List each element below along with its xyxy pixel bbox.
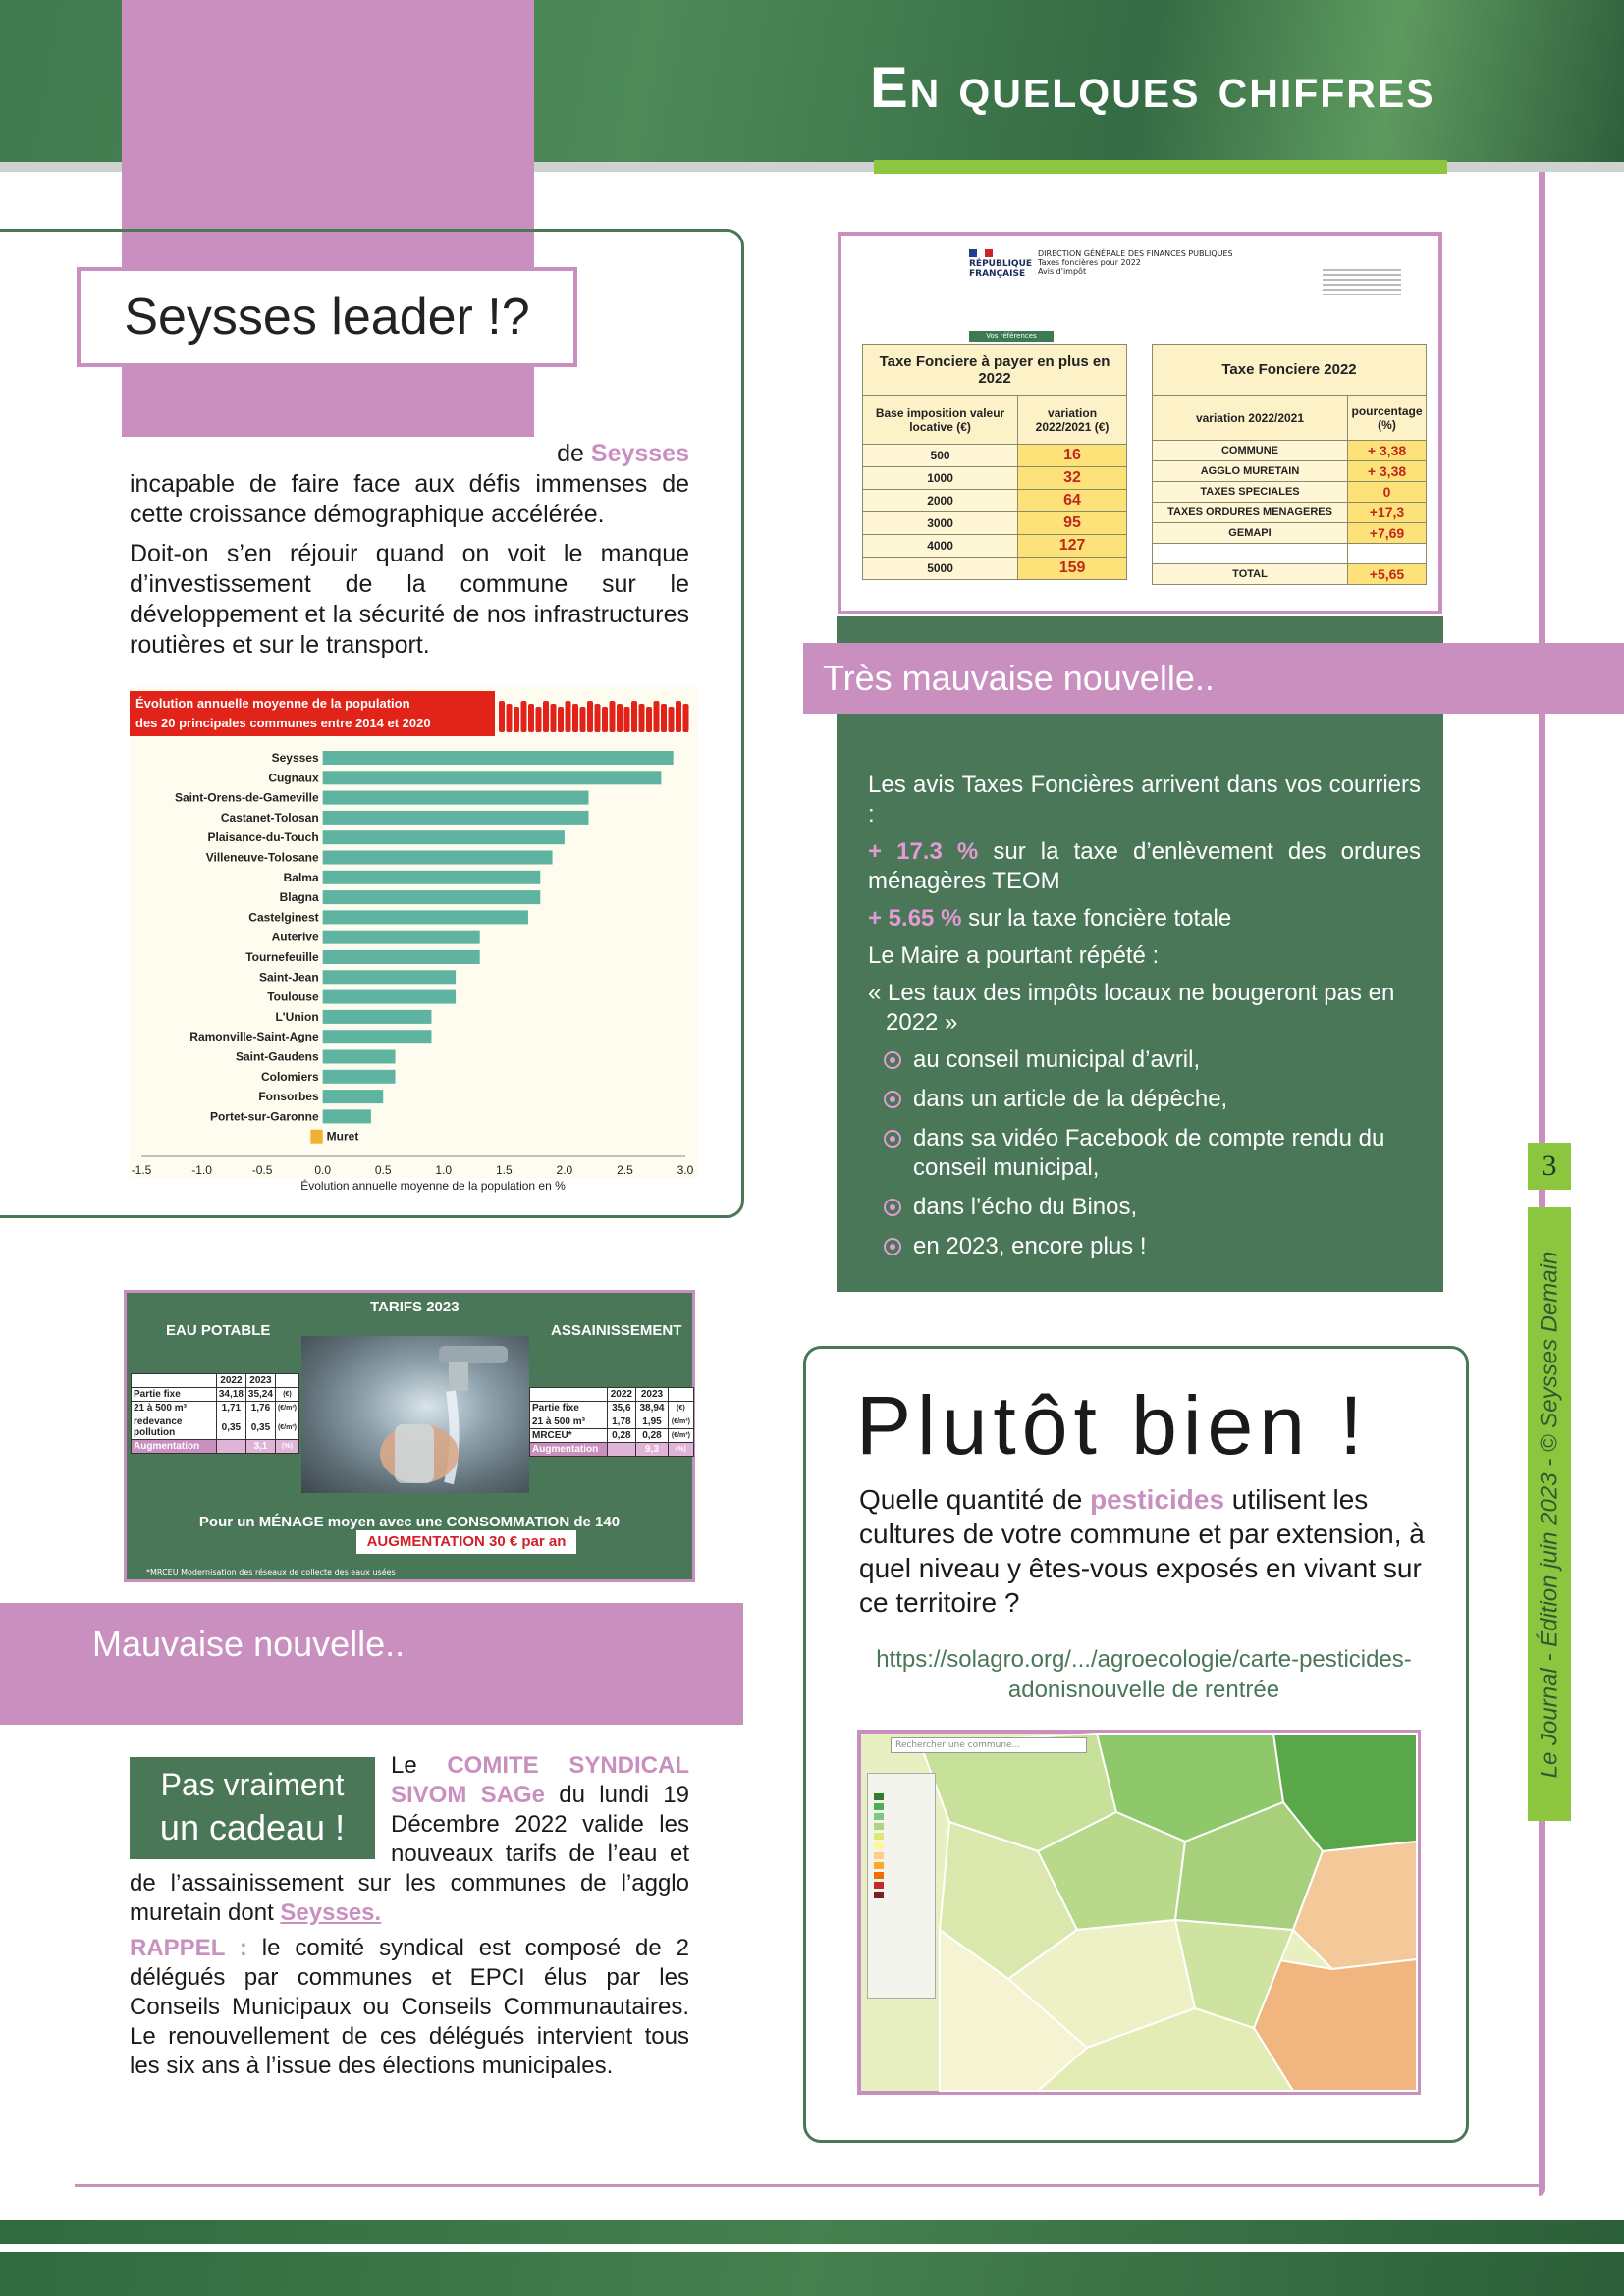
chart-bar — [323, 771, 662, 784]
tax-table2-body — [1153, 441, 1427, 585]
tarifs-right-label: ASSAINISSEMENT — [551, 1322, 682, 1339]
tarifs-row — [530, 1415, 694, 1429]
tax-table2-title: Taxe Fonciere 2022 — [1153, 345, 1427, 396]
news-p3 — [868, 904, 1421, 934]
news-bullet-item — [868, 1232, 1421, 1261]
tarifs-cell: (€) — [668, 1402, 693, 1415]
chart-bar — [323, 910, 528, 924]
water-tap-icon — [301, 1336, 529, 1493]
tarifs-year-cell: 2022 — [216, 1374, 245, 1388]
chart-x-tick-label: -0.5 — [251, 1163, 273, 1177]
leader-p1-de: de — [550, 440, 591, 467]
news-bullet-text: dans un article de la dépêche, — [913, 1086, 1228, 1112]
tarifs-row — [132, 1402, 299, 1415]
chart-category-label: Tournefeuille — [245, 950, 319, 964]
news-bullet-text: en 2023, encore plus ! — [913, 1233, 1147, 1259]
map-legend — [867, 1773, 936, 1999]
plutot-bien-title: Plutôt bien ! — [856, 1379, 1369, 1471]
chart-bar — [323, 950, 480, 964]
chart-title-line1: Évolution annuelle moyenne de la population — [135, 696, 410, 711]
tarifs-cell: (€/m³) — [668, 1429, 693, 1443]
tax-table2-row — [1153, 564, 1427, 585]
circle-bullet-icon — [884, 1238, 901, 1255]
chart-category-label: Castelginest — [248, 910, 319, 925]
tarifs-empty-cell — [530, 1388, 608, 1402]
tax-notice-header — [969, 249, 1401, 318]
tax-rate-pct-cell: 0 — [1348, 482, 1427, 503]
crowd-figure-icon — [587, 701, 593, 732]
crowd-figure-icon — [551, 704, 557, 732]
crowd-figure-icon — [536, 707, 542, 732]
chart-bar — [323, 1050, 396, 1064]
tarifs-cell: 21 à 500 m³ — [132, 1402, 217, 1415]
tarifs-cell: 21 à 500 m³ — [530, 1415, 608, 1429]
circle-bullet-icon — [884, 1199, 901, 1216]
chart-category-label: Ramonville-Saint-Agne — [189, 1030, 319, 1044]
tax-table1-col1: Base imposition valeur locative (€) — [863, 396, 1018, 445]
sivom-le: Le — [391, 1752, 448, 1779]
tax-table1-col2: variation 2022/2021 (€) — [1018, 396, 1127, 445]
tax-table2-row — [1153, 482, 1427, 503]
crowd-figure-icon — [669, 707, 675, 732]
water-tap-photo — [301, 1336, 529, 1493]
tarifs-cell: 1,76 — [245, 1402, 275, 1415]
map-search-input[interactable]: Rechercher une commune... — [891, 1737, 1087, 1753]
tarifs-row — [132, 1388, 299, 1402]
tarifs-cell: 0,28 — [636, 1429, 669, 1443]
bad-news-title: Mauvaise nouvelle.. — [0, 1603, 743, 1725]
tax-table2-row — [1153, 523, 1427, 544]
tax-table1-row — [863, 558, 1127, 580]
tax-rate-label-cell: COMMUNE — [1153, 441, 1348, 461]
chart-bar — [323, 851, 553, 865]
news-p2 — [868, 837, 1421, 896]
title-underline — [874, 160, 1447, 174]
sivom-rappel — [130, 1934, 689, 2081]
tax-table2-col1: variation 2022/2021 — [1153, 396, 1348, 441]
chart-bar — [323, 970, 456, 984]
page-frame-bottom — [75, 2184, 1545, 2187]
chart-x-tick-label: 1.5 — [495, 1163, 513, 1177]
tarifs-right-body — [530, 1388, 694, 1457]
crowd-figure-icon — [676, 701, 681, 732]
chart-category-label: Portet-sur-Garonne — [209, 1109, 319, 1124]
chart-category-label: L'Union — [275, 1009, 319, 1024]
news-bullet-list — [868, 1045, 1421, 1261]
chart-bar — [323, 1070, 396, 1084]
news-bullet-item — [868, 1124, 1421, 1183]
tax-table-amounts — [862, 344, 1127, 580]
cadeau-line2: un cadeau ! — [159, 1807, 346, 1847]
rappel-label: RAPPEL : — [130, 1935, 247, 1961]
chart-category-label: Seysses — [271, 751, 319, 765]
pesticides-map-shapes — [861, 1734, 1417, 2091]
tax-variation-cell: 127 — [1018, 535, 1127, 558]
tax-table1-row — [863, 445, 1127, 467]
crowd-figure-icon — [514, 707, 519, 732]
chart-bar — [323, 990, 456, 1004]
tarifs-cell: 35,24 — [245, 1388, 275, 1402]
tax-table1-row — [863, 512, 1127, 535]
crowd-figure-icon — [507, 704, 513, 732]
chart-category-label: Fonsorbes — [258, 1090, 319, 1104]
tax-variation-cell: 159 — [1018, 558, 1127, 580]
tax-rate-label-cell: GEMAPI — [1153, 523, 1348, 544]
crowd-figure-icon — [572, 704, 578, 732]
chart-category-label: Saint-Jean — [258, 970, 319, 985]
news-bullet-item — [868, 1045, 1421, 1075]
tax-table2-row — [1153, 544, 1427, 564]
tarifs-cell: (€) — [275, 1388, 298, 1402]
population-chart-svg — [130, 687, 697, 1193]
tax-base-cell: 4000 — [863, 535, 1018, 558]
tarifs-row — [132, 1415, 299, 1440]
chart-x-tick-label: -1.0 — [191, 1163, 212, 1177]
news-p3-highlight: + 5.65 % — [868, 905, 962, 932]
tarifs-left-label: EAU POTABLE — [166, 1322, 271, 1339]
circle-bullet-icon — [884, 1051, 901, 1069]
chart-category-label: Cugnaux — [268, 771, 319, 785]
tarifs-right-table — [529, 1387, 694, 1457]
tax-rate-pct-cell — [1348, 544, 1427, 564]
chart-category-label: Balma — [283, 870, 319, 884]
tarifs-cell: 1,95 — [636, 1415, 669, 1429]
population-chart — [130, 687, 697, 1193]
tarifs-aug-label: Augmentation — [132, 1440, 217, 1454]
pesticides-map[interactable] — [857, 1730, 1421, 2095]
tarifs-empty-cell — [275, 1374, 298, 1388]
leader-p1-head — [130, 439, 689, 469]
chart-category-label: Saint-Orens-de-Gameville — [174, 790, 319, 805]
tax-variation-cell: 16 — [1018, 445, 1127, 467]
news-p2-highlight: + 17.3 % — [868, 838, 979, 865]
chart-x-tick-label: -1.5 — [131, 1163, 152, 1177]
tax-rate-pct-cell: +5,65 — [1348, 564, 1427, 585]
chart-x-tick-label: 1.0 — [435, 1163, 453, 1177]
tax-base-cell: 1000 — [863, 467, 1018, 490]
tarifs-cell: Partie fixe — [530, 1402, 608, 1415]
tarifs-augmentation: AUGMENTATION 30 € par an — [356, 1530, 576, 1554]
french-flag-icon — [969, 249, 993, 257]
leader-p1-name: Seysses — [590, 440, 689, 467]
chart-category-label: Plaisance-du-Touch — [207, 830, 319, 845]
cadeau-box — [130, 1757, 375, 1859]
chart-x-axis-label: Évolution annuelle moyenne de la population en % — [300, 1179, 566, 1193]
pesticides-q-highlight: pesticides — [1090, 1484, 1225, 1515]
tarifs-row — [530, 1402, 694, 1415]
tax-notice-dg: DIRECTION GÉNÉRALE DES FINANCES PUBLIQUES Taxes foncières pour 2022 Avis d'impôt — [1038, 249, 1233, 276]
chart-bar — [323, 871, 541, 884]
chart-title-line2: des 20 principales communes entre 2014 et 2020 — [135, 716, 431, 730]
tax-rate-pct-cell: + 3,38 — [1348, 461, 1427, 482]
circle-bullet-icon — [884, 1091, 901, 1108]
tax-rate-label-cell: TAXES ORDURES MENAGERES — [1153, 503, 1348, 523]
page-number: 3 — [1528, 1143, 1571, 1190]
leader-p1-rest: incapable de faire face aux défis immenses de cette croissance démographique accélérée. — [130, 470, 689, 528]
chart-category-label: Auterive — [271, 930, 319, 944]
chart-x-tick-label: 2.5 — [617, 1163, 633, 1177]
tarifs-aug-row — [132, 1440, 299, 1454]
tarifs-row — [530, 1429, 694, 1443]
tarifs-cell: 34,18 — [216, 1388, 245, 1402]
chart-category-label: Muret — [326, 1129, 359, 1144]
news-quote: « Les taux des impôts locaux ne bougeront pas en 2022 » — [868, 980, 1395, 1036]
crowd-figure-icon — [528, 704, 534, 732]
tarifs-cell: MRCEU* — [530, 1429, 608, 1443]
crowd-figure-icon — [602, 707, 608, 732]
tarifs-cell: (€/m³) — [275, 1402, 298, 1415]
address-block — [1323, 269, 1401, 296]
side-banner — [1528, 1207, 1571, 1821]
crowd-figure-icon — [580, 707, 586, 732]
seysses-link[interactable]: Seysses. — [280, 1899, 382, 1926]
news-bullet-text: au conseil municipal d’avril, — [913, 1046, 1201, 1073]
republique-francaise-logo: RÉPUBLIQUE FRANÇAISE — [969, 259, 1033, 279]
tax-table-rates — [1152, 344, 1427, 585]
tax-table1-row — [863, 535, 1127, 558]
tax-rate-pct-cell: +7,69 — [1348, 523, 1427, 544]
tarifs-year-cell: 2023 — [636, 1388, 669, 1402]
chart-bar — [323, 791, 589, 805]
crowd-figure-icon — [683, 704, 689, 732]
chart-bar — [310, 1130, 322, 1144]
sivom-org: COMITE SYNDICAL SIVOM SAGe — [391, 1752, 689, 1808]
tarifs-aug-label: Augmentation — [530, 1443, 608, 1457]
tarifs-cell: 38,94 — [636, 1402, 669, 1415]
tax-table1-row — [863, 490, 1127, 512]
tax-rate-label-cell: TAXES SPECIALES — [1153, 482, 1348, 503]
news-p1: Les avis Taxes Foncières arrivent dans vos courriers : — [868, 772, 1421, 828]
footer-stripe — [0, 2244, 1624, 2252]
chart-x-tick-label: 0.0 — [314, 1163, 332, 1177]
solagro-link[interactable]: https://solagro.org/.../agroecologie/carte-pesticides-adonisnouvelle de rentrée — [876, 1646, 1412, 1703]
footer-band — [0, 2220, 1624, 2296]
chart-category-label: Blagna — [279, 890, 319, 905]
chart-category-label: Saint-Gaudens — [235, 1049, 319, 1064]
tarifs-year-row — [530, 1388, 694, 1402]
chart-bar — [323, 1030, 432, 1043]
chart-category-label: Castanet-Tolosan — [220, 810, 319, 825]
tax-table1-body — [863, 445, 1127, 580]
tax-rate-label-cell — [1153, 544, 1348, 564]
tax-table1-row — [863, 467, 1127, 490]
leader-p1-faded: La commune — [407, 440, 551, 467]
chart-category-label: Colomiers — [260, 1069, 319, 1084]
tax-rate-label-cell: TOTAL — [1153, 564, 1348, 585]
chart-x-tick-label: 3.0 — [677, 1163, 694, 1177]
tax-variation-cell: 95 — [1018, 512, 1127, 535]
pesticides-q-a: Quelle quantité de — [859, 1484, 1091, 1515]
crowd-figure-icon — [617, 704, 623, 732]
tax-table1-title: Taxe Fonciere à payer en plus en 2022 — [863, 345, 1127, 396]
crowd-figure-icon — [624, 707, 630, 732]
tarifs-cell: 0,28 — [607, 1429, 636, 1443]
tarifs-empty-cell — [668, 1388, 693, 1402]
leader-p2: Doit-on s’en réjouir quand on voit le manque d’investissement de la commune sur le développement et la sécurité de nos infrastructures routières et sur le transport. — [130, 540, 689, 659]
news-bullet-item — [868, 1193, 1421, 1222]
tarifs-aug-unit: (%) — [668, 1443, 693, 1457]
crowd-figure-icon — [521, 701, 527, 732]
news-bullet-text: dans sa vidéo Facebook de compte rendu du conseil municipal, — [913, 1125, 1385, 1181]
chart-bar — [323, 1010, 432, 1024]
tax-table2-row — [1153, 441, 1427, 461]
tax-base-cell: 5000 — [863, 558, 1018, 580]
tarifs-cell: (€/m³) — [275, 1415, 298, 1440]
tarifs-cell: 0,35 — [216, 1415, 245, 1440]
tax-variation-cell: 32 — [1018, 467, 1127, 490]
chart-x-tick-label: 2.0 — [556, 1163, 573, 1177]
tarifs-cell: Partie fixe — [132, 1388, 217, 1402]
tax-table2-col2: pourcentage (%) — [1348, 396, 1427, 441]
tarifs-empty-cell — [216, 1440, 245, 1454]
tarifs-cell: 1,71 — [216, 1402, 245, 1415]
tax-base-cell: 500 — [863, 445, 1018, 467]
crowd-figure-icon — [499, 701, 505, 732]
tax-rate-pct-cell: +17,3 — [1348, 503, 1427, 523]
pesticides-q-b: utilisent les cultures de votre commune et par extension, à quel niveau y êtes-vous exposés en vivant sur ce territoire ? — [859, 1484, 1425, 1618]
news-p3-rest: sur la taxe foncière totale — [961, 905, 1232, 932]
tax-table2-row — [1153, 503, 1427, 523]
references-label: Vos références — [969, 331, 1054, 342]
crowd-figure-icon — [639, 704, 645, 732]
tarifs-aug-value: 9,3 — [636, 1443, 669, 1457]
cadeau-line1: Pas vraiment — [160, 1767, 345, 1802]
crowd-figure-icon — [566, 701, 571, 732]
crowd-figure-icon — [595, 704, 601, 732]
leader-text — [130, 439, 689, 669]
page-title: En quelques chiffres — [870, 56, 1435, 120]
tarifs-cell: (€/m³) — [668, 1415, 693, 1429]
rappel-text: le comité syndical est composé de 2 délégués par communes et EPCI élus par les Conseils Municipaux ou Conseils Communautaires. Le renouvellement de ces délégués intervient tous les six ans à l’issue des élections municipales. — [130, 1935, 689, 2079]
chart-bar — [323, 751, 674, 765]
crowd-figure-icon — [646, 707, 652, 732]
news-bullet-text: dans l’écho du Binos, — [913, 1194, 1138, 1220]
tax-notice-image — [838, 232, 1442, 614]
chart-bar — [323, 890, 541, 904]
tax-rate-pct-cell: + 3,38 — [1348, 441, 1427, 461]
tarifs-aug-row — [530, 1443, 694, 1457]
crowd-figure-icon — [661, 704, 667, 732]
chart-bar — [323, 811, 589, 825]
side-banner-text: Le Journal - Édition juin 2023 - © Seysses Demain — [1536, 1251, 1562, 1778]
circle-bullet-icon — [884, 1130, 901, 1148]
chart-category-label: Villeneuve-Tolosane — [205, 850, 319, 865]
tax-rate-label-cell: AGGLO MURETAIN — [1153, 461, 1348, 482]
tarifs-aug-value: 3,1 — [245, 1440, 275, 1454]
chart-x-tick-label: 0.5 — [374, 1163, 392, 1177]
leader-title: Seysses leader !? — [77, 267, 577, 367]
tarifs-left-table — [131, 1373, 299, 1454]
tarifs-cell: 1,78 — [607, 1415, 636, 1429]
crowd-figure-icon — [558, 707, 564, 732]
crowd-figure-icon — [610, 701, 616, 732]
tax-table2-row — [1153, 461, 1427, 482]
tarifs-2023-image — [124, 1290, 695, 1582]
chart-category-label: Toulouse — [267, 989, 319, 1004]
tarifs-year-cell: 2023 — [245, 1374, 275, 1388]
tax-variation-cell: 64 — [1018, 490, 1127, 512]
sivom-p1-rest: du lundi 19 Décembre 2022 valide les nouveaux tarifs de l’eau et de l’assainissement sur les communes de l’agglo muretain dont — [130, 1782, 689, 1926]
very-bad-news-title: Très mauvaise nouvelle.. — [803, 643, 1624, 714]
very-bad-news-text — [868, 771, 1421, 1271]
tarifs-empty-cell — [132, 1374, 217, 1388]
tarifs-cell: redevance pollution — [132, 1415, 217, 1440]
tarifs-left-body — [132, 1374, 299, 1454]
tarifs-title: TARIFS 2023 — [370, 1299, 460, 1315]
pesticides-question — [859, 1482, 1429, 1620]
tarifs-footnote: *MRCEU Modernisation des réseaux de collecte des eaux usées — [146, 1568, 396, 1576]
tarifs-empty-cell — [607, 1443, 636, 1457]
tarifs-year-cell: 2022 — [607, 1388, 636, 1402]
chart-bar — [323, 1090, 384, 1103]
tarifs-cell: 0,35 — [245, 1415, 275, 1440]
news-bullet-item — [868, 1085, 1421, 1114]
chart-bar — [323, 830, 565, 844]
chart-bar — [323, 931, 480, 944]
tarifs-menage: Pour un MÉNAGE moyen avec une CONSOMMATION de 140 — [198, 1514, 621, 1530]
news-p4: Le Maire a pourtant répété : — [868, 942, 1160, 969]
tax-base-cell: 2000 — [863, 490, 1018, 512]
tarifs-aug-unit: (%) — [275, 1440, 298, 1454]
chart-bar — [323, 1109, 371, 1123]
crowd-figure-icon — [543, 701, 549, 732]
tarifs-cell: 35,6 — [607, 1402, 636, 1415]
tax-base-cell: 3000 — [863, 512, 1018, 535]
crowd-figure-icon — [654, 701, 660, 732]
crowd-figure-icon — [631, 701, 637, 732]
tarifs-year-row — [132, 1374, 299, 1388]
news-p2-rest: sur la taxe d’enlèvement des ordures ménagères TEOM — [868, 838, 1421, 894]
